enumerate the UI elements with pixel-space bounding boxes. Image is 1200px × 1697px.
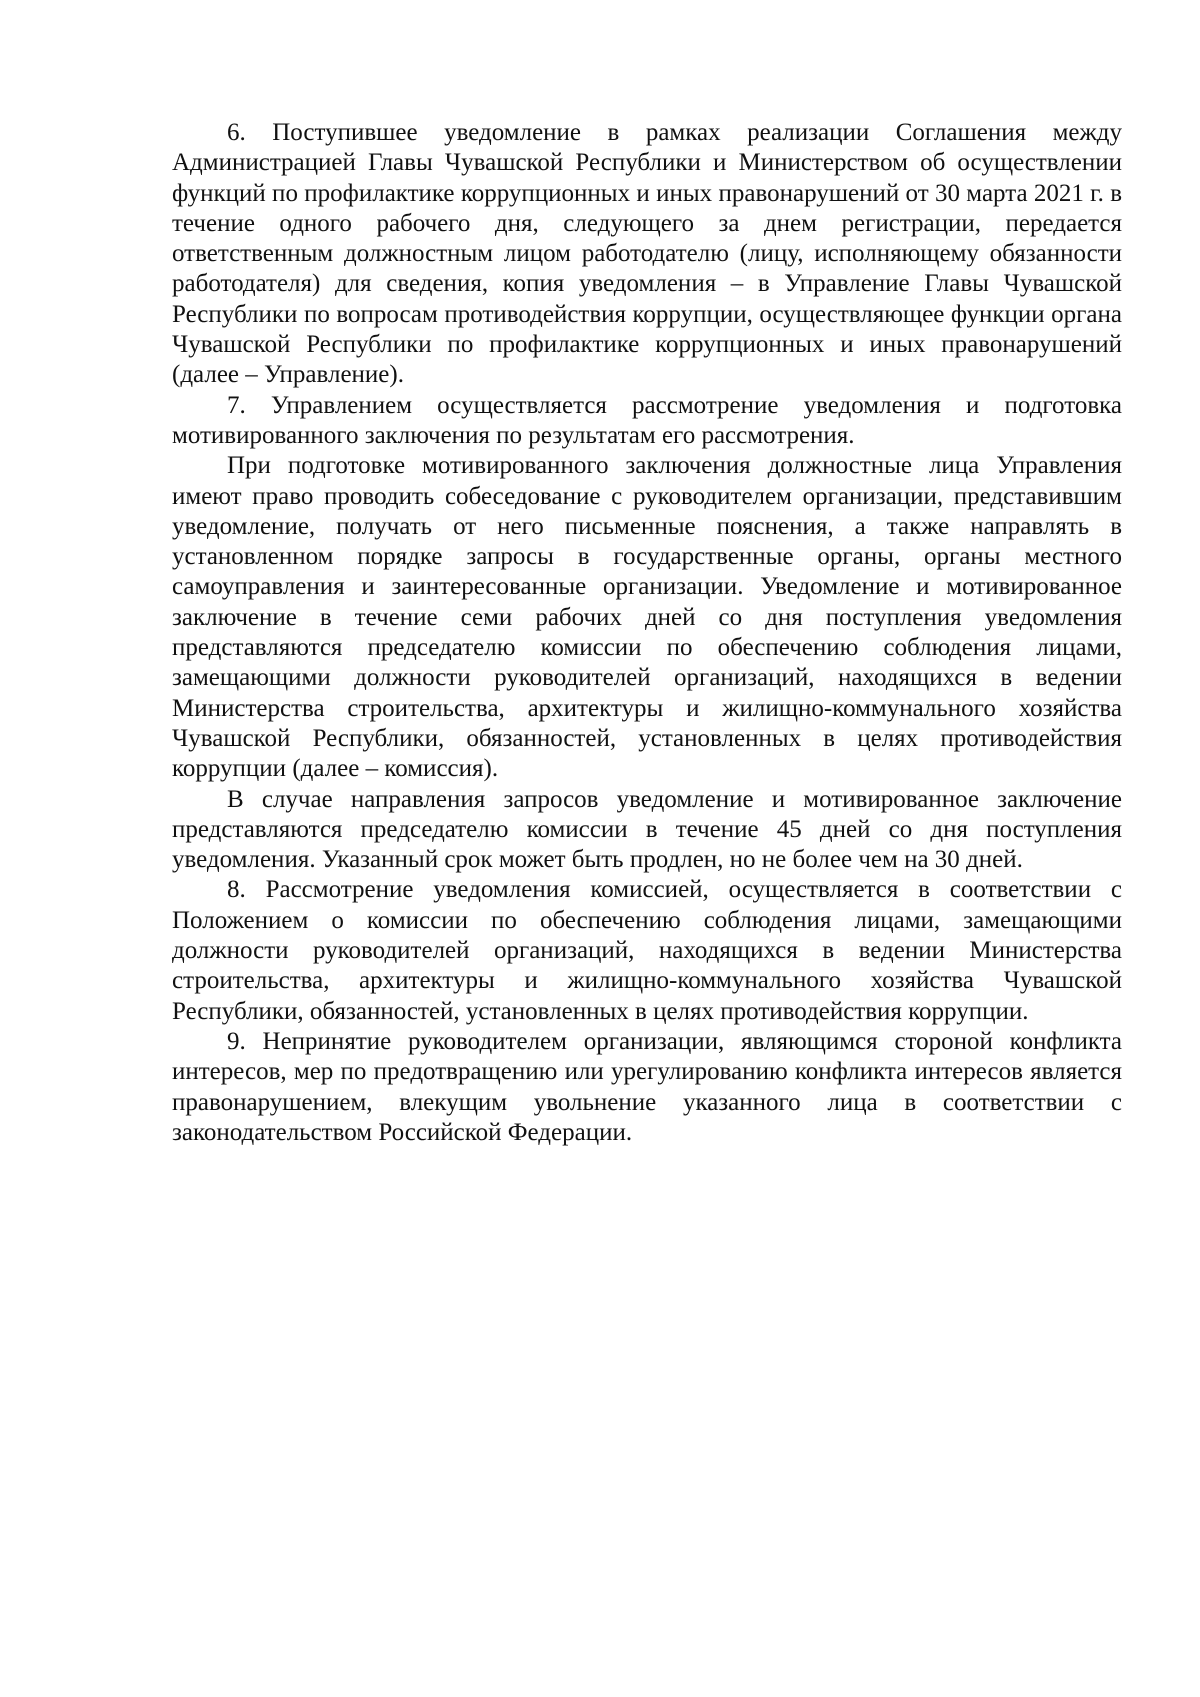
paragraph-item-6: 6. Поступившее уведомление в рамках реализации Соглашения между Администрацией Главы Чувашской Республики и Министерством об осуществлении функций по профилактике коррупционных и иных правонарушений от 30 марта 2021 г. в течение одного рабочего дня, следующего за днем регистрации, передается ответственным должностным лицом работодателю (лицу, исполняющему обязанности работодателя) для сведения, копия уведомления – в Управление Главы Чувашской Республики по вопросам противодействия коррупции, осуществляющее функции органа Чувашской Республики по профилактике коррупционных и иных правонарушений (далее – Управление). bbox=[172, 119, 1122, 389]
paragraph-item-7: 7. Управлением осуществляется рассмотрение уведомления и подготовка мотивированного заключения по результатам его рассмотрения. bbox=[172, 391, 1122, 449]
paragraph-item-8: 8. Рассмотрение уведомления комиссией, осуществляется в соответствии с Положением о комиссии по обеспечению соблюдения лицами, замещающими должности руководителей организаций, находящихся в ведении Министерства строительства, архитектуры и жилищно-коммунального хозяйства Чувашской Республики, обязанностей, установленных в целях противодействия коррупции. bbox=[172, 876, 1122, 1025]
paragraph-preparation: При подготовке мотивированного заключения должностные лица Управления имеют право проводить собеседование с руководителем организации, представившим уведомление, получать от него письменные пояснения, а также направлять в установленном порядке запросы в государственные органы, органы местного самоуправления и заинтересованные организации. Уведомление и мотивированное заключение в течение семи рабочих дней со дня поступления уведомления представляются председателю комиссии по обеспечению соблюдения лицами, замещающими должности руководителей организаций, находящихся в ведении Министерства строительства, архитектуры и жилищно-коммунального хозяйства Чувашской Республики, обязанностей, установленных в целях противодействия коррупции (далее – комиссия). bbox=[172, 452, 1122, 783]
document-body bbox=[172, 118, 1122, 1148]
paragraph-item-9: 9. Непринятие руководителем организации, являющимся стороной конфликта интересов, мер по предотвращению или урегулированию конфликта интересов является правонарушением, влекущим увольнение указанного лица в соответствии с законодательством Российской Федерации. bbox=[172, 1027, 1122, 1146]
paragraph-requests: В случае направления запросов уведомление и мотивированное заключение представляются председателю комиссии в течение 45 дней со дня поступления уведомления. Указанный срок может быть продлен, но не более чем на 30 дней. bbox=[172, 785, 1122, 874]
